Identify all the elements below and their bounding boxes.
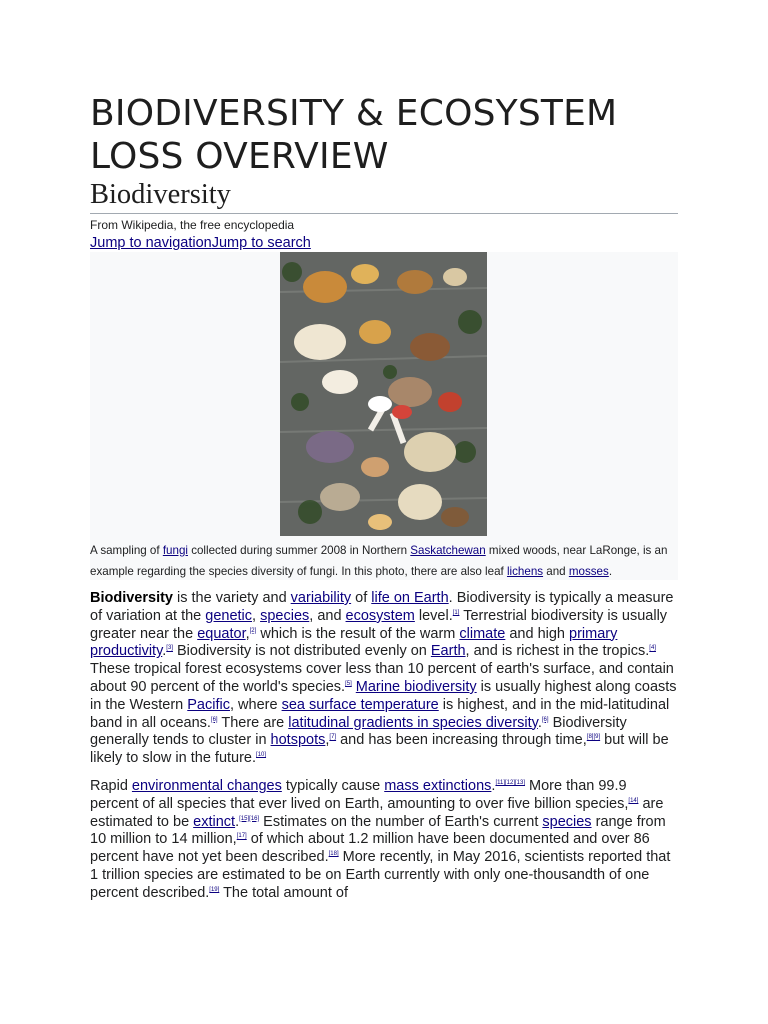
citation-ref[interactable]: [6] [541,716,549,723]
text: is highest, and in the mid-latitudinal band in all oceans. [90,696,670,731]
link-species[interactable]: species [542,813,592,830]
text: , where [229,696,282,713]
text: , [252,607,261,624]
document-page [90,92,678,903]
text: These tropical forest ecosystems cover less than 10 percent of earth's surface, and contain about 90 percent of the world's species. [90,661,674,695]
text: , and is richest in the tropics. [465,643,650,660]
caption-link-saskatchewan[interactable]: Saskatchewan [410,544,486,557]
citation-ref[interactable]: [10] [256,752,267,759]
citation-ref[interactable]: [4] [649,645,656,652]
link-earth[interactable]: Earth [430,643,466,660]
link-primary-productivity[interactable]: primary productivity [90,625,618,660]
link-climate[interactable]: climate [459,625,506,642]
text: is the variety and [173,590,291,606]
text: and high [505,625,570,642]
link-environmental-changes[interactable]: environmental changes [131,777,282,794]
text: but will be likely to slow in the future. [90,732,669,767]
citation-ref[interactable]: [2] [249,627,257,634]
article-title: Biodiversity [90,178,678,214]
caption-link-fungi[interactable]: fungi [162,544,188,557]
text: which is the result of the warm [256,625,460,642]
text: There are [217,714,289,731]
text: . [491,777,496,794]
fungi-photo[interactable] [280,252,487,536]
citation-ref[interactable]: [7] [329,734,337,741]
text: . [537,714,542,731]
text: is usually highest along coasts in the Western [90,678,677,713]
text: . Biodiversity is typically a measure of variation at the [90,590,674,624]
text: The total amount of [219,884,349,901]
link-latitudinal-gradients[interactable]: latitudinal gradients in species diversity [288,714,538,731]
paragraph-extinction [90,778,678,903]
link-life-on-earth[interactable]: life on Earth [371,590,449,606]
citation-ref[interactable]: [17] [236,833,247,840]
link-hotspots[interactable]: hotspots [270,732,326,749]
text: . [235,813,240,830]
citation-ref[interactable]: [11][12][13] [495,780,526,787]
text: Terrestrial biodiversity is usually greater near the [90,607,668,642]
link-pacific[interactable]: Pacific [187,696,230,713]
document-heading: BIODIVERSITY & ECOSYSTEM LOSS OVERVIEW [90,93,618,177]
jump-to-navigation-link[interactable]: Jump to navigation [90,235,212,251]
fungi-photo-illustration [280,252,487,536]
text: , [245,625,250,642]
caption-link-lichens[interactable]: lichens [506,565,544,578]
paragraph-intro [90,590,678,768]
bold-term: Biodiversity [90,590,173,606]
site-tagline: From Wikipedia, the free encyclopedia [90,218,295,232]
citation-ref[interactable]: [15][16] [239,815,260,822]
link-equator[interactable]: equator [197,625,246,642]
citation-ref[interactable]: [1] [452,609,460,616]
citation-ref[interactable]: [19] [209,886,220,893]
link-species[interactable]: species [260,607,310,624]
text: and has been increasing through time, [336,732,587,749]
citation-ref[interactable]: [3] [166,645,173,652]
citation-ref[interactable]: [5] [345,681,352,688]
link-ecosystem[interactable]: ecosystem [345,607,415,624]
caption-text: and [543,565,569,578]
text: are estimated to be [90,795,664,830]
thumbnail-figure [90,252,678,580]
link-marine-biodiversity[interactable]: Marine biodiversity [355,678,477,695]
text: More than 99.9 percent of all species that ever lived on Earth, amounting to over five billion species, [90,777,629,812]
caption-link-mosses[interactable]: mosses [568,565,609,578]
caption-text: A sampling of [90,544,163,557]
link-mass-extinctions[interactable]: mass extinctions [384,777,492,794]
text: of which about 1.2 million have been documented and over 86 percent have not yet been described. [90,831,650,866]
text: . [162,643,167,660]
text: typically cause [281,777,385,794]
figure-caption [90,540,676,582]
citation-ref[interactable]: [8][9] [586,734,601,741]
jump-links [90,234,678,252]
jump-to-search-link[interactable]: Jump to search [211,235,311,251]
caption-text: collected during summer 2008 in Northern [187,544,411,557]
text: level. [414,607,453,624]
citation-ref[interactable]: [14] [628,797,639,804]
text: Estimates on the number of Earth's current [259,813,543,830]
text: Biodiversity generally tends to cluster in [90,714,627,749]
citation-ref[interactable]: [6] [210,716,218,723]
link-sea-surface-temperature[interactable]: sea surface temperature [281,696,439,713]
text: More recently, in May 2016, scientists reported that 1 trillion species are estimated to be on Earth currently with only one-thousandth of one percent described. [90,849,671,901]
text: Biodiversity is not distributed evenly on [172,643,431,660]
caption-text: . [608,565,613,578]
text: range from 10 million to 14 million, [90,813,666,848]
text: , and [309,607,346,624]
link-extinct[interactable]: extinct [193,813,236,830]
link-genetic[interactable]: genetic [205,607,253,624]
caption-text: mixed woods, near LaRonge, is an example regarding the species diversity of fungi. In this photo, there are also leaf [90,544,668,578]
citation-ref[interactable]: [18] [328,851,339,858]
text: , [325,732,330,749]
text: Rapid [90,777,132,794]
link-variability[interactable]: variability [290,590,352,606]
text: of [351,590,372,606]
